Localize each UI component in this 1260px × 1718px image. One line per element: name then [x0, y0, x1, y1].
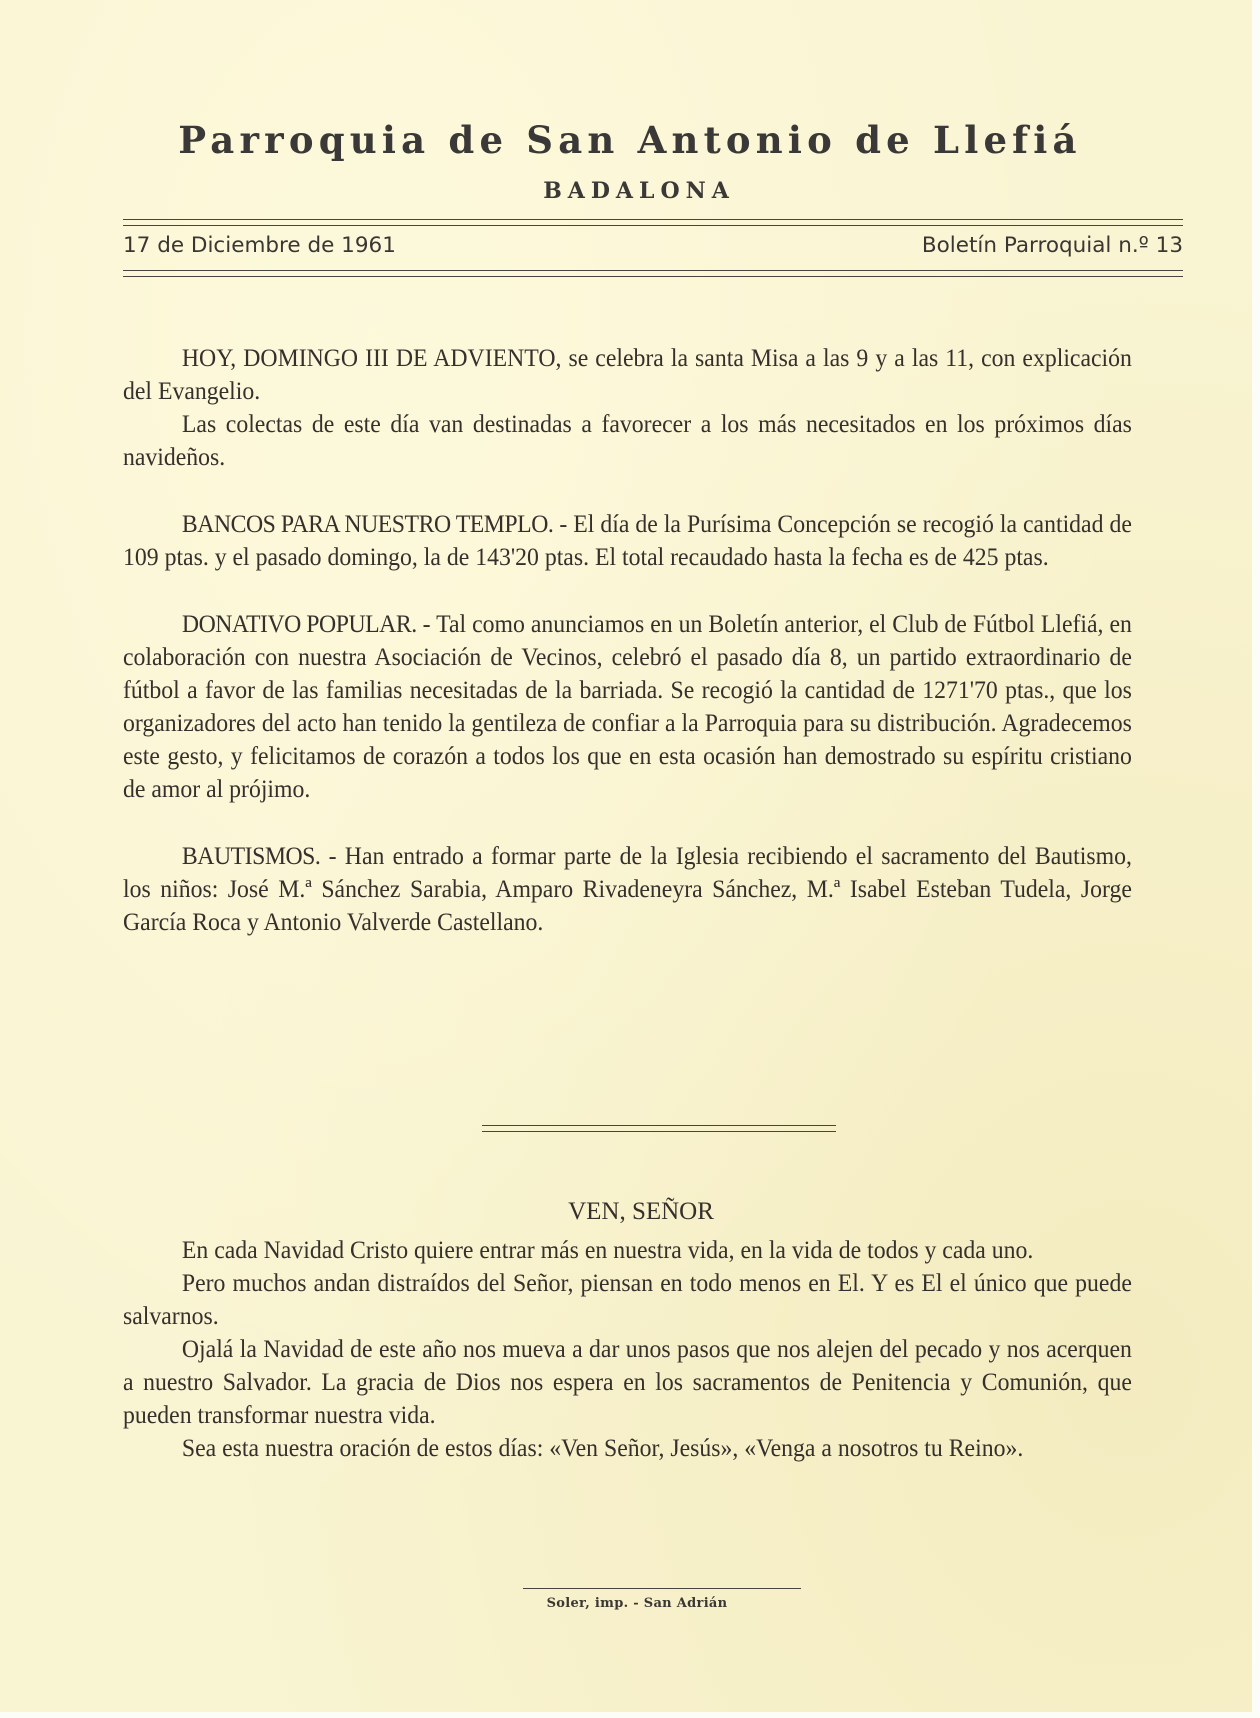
baptisms-section — [123, 840, 1132, 939]
section-divider — [482, 1125, 836, 1132]
donation-text: - Tal como anunciamos en un Boletín anterior, el Club de Fútbol Llefiá, en colaboración con nuestra Asociación de Vecinos, celebró el pasado día 8, un partido extraordinario de fútbol a favor de las familias necesitadas de la barriada. Se recogió la cantidad de 1271'70 ptas., que los organizadores del acto han tenido la gentileza de confiar a la Parroquia para su distribución. Agradecemos este gesto, y felicitamos de corazón a todos los que en esta ocasión han demostrado su espíritu cristiano de amor al prójimo. — [123, 611, 1132, 803]
header-rule-bottom — [123, 270, 1183, 277]
ven-senor-paragraph: Ojalá la Navidad de este año nos mueva a dar unos pasos que nos alejen del pecado y nos acerquen a nuestro Salvador. La gracia de Dios nos espera en los sacramentos de Penitencia y Comunión, que pueden transformar nuestra vida. — [123, 1336, 1132, 1429]
ven-senor-paragraph: Sea esta nuestra oración de estos días: «Ven Señor, Jesús», «Venga a nosotros tu Reino». — [181, 1435, 1024, 1462]
donation-heading: DONATIVO POPULAR. — [181, 611, 417, 638]
city-subtitle: BADALONA — [543, 178, 735, 204]
donation-section — [123, 608, 1132, 806]
printer-credit: Soler, imp. - San Adrián — [546, 1596, 728, 1611]
pews-text: - El día de la Purísima Concepción se recogió la cantidad de 109 ptas. y el pasado domingo, la de 143'20 ptas. El total recaudado hasta la fecha es de 425 ptas. — [123, 511, 1132, 571]
footer-rule — [523, 1588, 801, 1589]
collections-note: Las colectas de este día van destinadas a favorecer a los más necesitados en los próximos días navideños. — [123, 411, 1132, 471]
bulletin-meta-row — [123, 233, 1183, 258]
issue-date: 17 de Diciembre de 1961 — [123, 233, 396, 258]
pews-heading: BANCOS PARA NUESTRO TEMPLO. — [181, 511, 554, 538]
baptisms-text: - Han entrado a formar parte de la Iglesia recibiendo el sacramento del Bautismo, los niños: José M.ª Sánchez Sarabia, Amparo Rivadeneyra Sánchez, M.ª Isabel Esteban Tudela, Jorge García Roca y Antonio Valverde Castellano. — [123, 843, 1132, 936]
bulletin-number: Boletín Parroquial n.º 13 — [921, 233, 1183, 258]
announcements — [123, 342, 1132, 939]
ven-senor-paragraph: En cada Navidad Cristo quiere entrar más en nuestra vida, en la vida de todos y cada uno. — [181, 1237, 1034, 1264]
ven-senor-paragraph: Pero muchos andan distraídos del Señor, piensan en todo menos en El. Y es El el único que puede salvarnos. — [123, 1270, 1132, 1330]
header-rule-top — [123, 219, 1183, 226]
mass-announcement: HOY, DOMINGO III DE ADVIENTO, se celebra la santa Misa a las 9 y a las 11, con explicación del Evangelio. — [123, 345, 1132, 405]
parish-title: Parroquia de San Antonio de Llefiá — [178, 118, 1082, 162]
ven-senor-body — [123, 1234, 1132, 1465]
pews-section — [123, 508, 1132, 574]
baptisms-heading: BAUTISMOS. — [181, 843, 321, 870]
ven-senor-title: VEN, SEÑOR — [568, 1198, 714, 1225]
